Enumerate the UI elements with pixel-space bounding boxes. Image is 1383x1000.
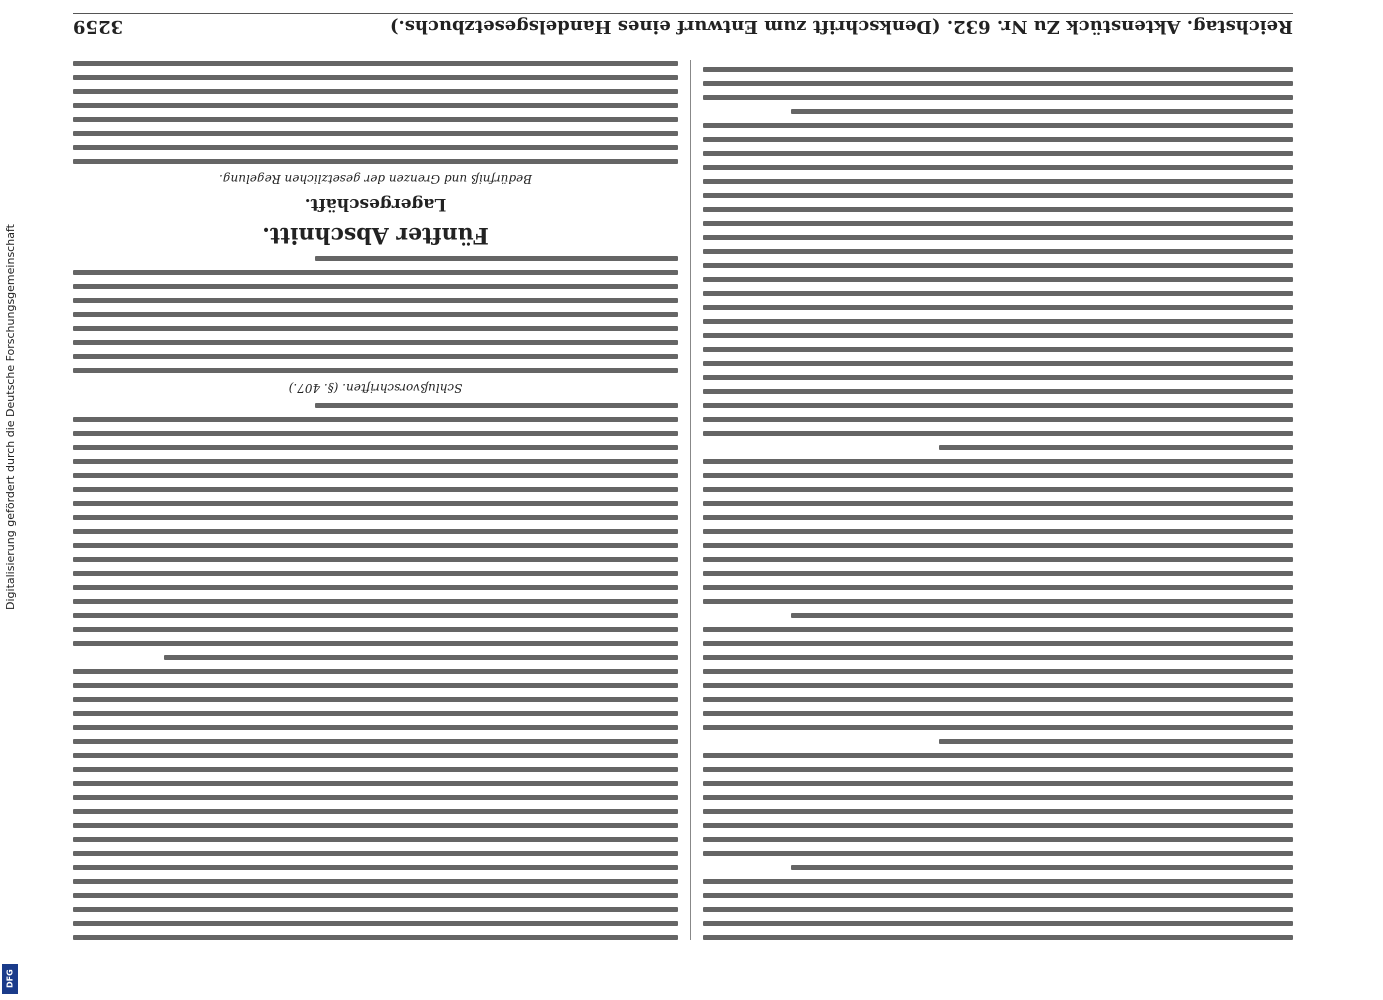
- section-label: Fünfter Abschnitt.: [262, 222, 489, 248]
- header-title: Reichstag. Aktenstück Zu Nr. 632. (Denkschrift zum Entwurf eines Handelsgesetzbuchs.): [389, 16, 1293, 38]
- right-column-text-top: [73, 403, 678, 940]
- running-header: [73, 13, 1293, 40]
- left-column-text: [703, 60, 1293, 940]
- column-divider: [690, 60, 691, 940]
- right-column: [73, 60, 678, 940]
- section-title: Lagergeschäft.: [304, 194, 447, 214]
- page-number: 3259: [73, 16, 124, 38]
- subheading-schluss: Schlußvorschriften. (§. 407.): [288, 381, 463, 395]
- right-column-text-mid: [73, 256, 678, 373]
- dfg-logo: DFG: [2, 964, 18, 994]
- subheading-bedurfniss: Bedürfniß und Grenzen der gesetzlichen Regelung.: [219, 172, 532, 186]
- left-column: [703, 60, 1293, 940]
- digitization-credit: Digitalisierung gefördert durch die Deutsche Forschungsgemeinschaft: [4, 224, 17, 610]
- right-column-text-bottom: [73, 60, 678, 164]
